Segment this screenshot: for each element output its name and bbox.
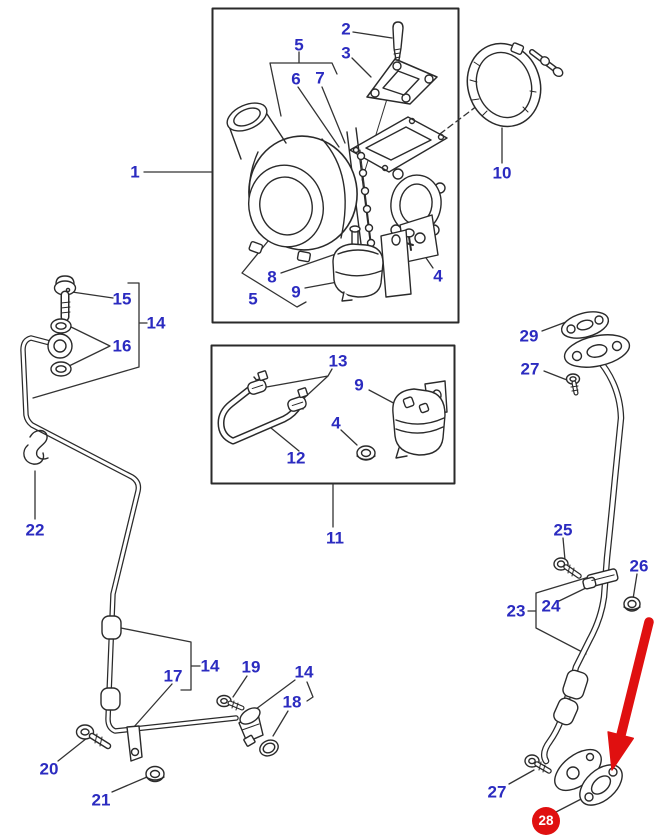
v-band-clamp-drawing [457, 34, 565, 136]
callout-25: 25 [553, 520, 573, 540]
turbo-gasket-drawing [367, 59, 437, 104]
leader-13 [261, 369, 332, 400]
callout-26: 26 [629, 556, 649, 576]
callout-21: 21 [91, 790, 111, 810]
callout-18: 18 [282, 692, 302, 712]
callout-16: 16 [112, 336, 132, 356]
nut-drawing-box2 [357, 446, 375, 460]
highlight-arrow [608, 622, 649, 770]
callout-9-box2: 9 [354, 375, 364, 395]
stud-drawing [393, 22, 403, 60]
callout-15: 15 [112, 289, 132, 309]
callout-3: 3 [341, 43, 351, 63]
callout-14-upper: 14 [146, 313, 166, 333]
callout-10: 10 [492, 163, 512, 183]
leader-20 [58, 738, 87, 761]
callout-1: 1 [130, 162, 140, 182]
leader-18 [273, 711, 288, 736]
turbocharger-drawing [223, 97, 447, 301]
leader-19 [233, 676, 247, 697]
callout-23: 23 [506, 601, 526, 621]
bracket-5-top [270, 52, 337, 116]
callout-11: 11 [326, 528, 344, 548]
leader-26 [633, 574, 637, 599]
callout-27-lower: 27 [487, 782, 507, 802]
callout-9-box1: 9 [291, 282, 301, 302]
callout-14-lower: 14 [294, 662, 314, 682]
leader-27-upper [544, 371, 567, 380]
leader-4b [341, 430, 357, 445]
callout-2: 2 [341, 19, 351, 39]
leader-27-lower [509, 770, 534, 784]
actuator-drawing-box2 [393, 381, 447, 458]
callout-7: 7 [315, 68, 325, 88]
pipe-clip-drawing [24, 431, 48, 465]
callout-8: 8 [267, 267, 277, 287]
callout-14-mid: 14 [200, 656, 220, 676]
callout-4-box2: 4 [331, 413, 341, 433]
callout-28-highlight-badge: 28 [532, 807, 560, 835]
callout-5-top: 5 [294, 35, 304, 55]
callout-13: 13 [328, 351, 348, 371]
callout-19: 19 [241, 657, 261, 677]
callout-12: 12 [286, 448, 306, 468]
callout-17: 17 [163, 666, 183, 686]
callout-27-upper: 27 [520, 359, 540, 379]
callout-22: 22 [25, 520, 45, 540]
callout-4-box1: 4 [433, 266, 443, 286]
callout-24: 24 [541, 596, 561, 616]
bracket-14-mid [121, 628, 200, 690]
leader-15 [72, 292, 113, 298]
leader-25 [563, 538, 565, 560]
leader-21 [112, 777, 147, 792]
leader-17 [133, 684, 172, 728]
callout-6: 6 [291, 69, 301, 89]
banjo-bolt-washers-drawing [48, 276, 76, 376]
leader-7 [322, 87, 345, 143]
leader-3 [352, 58, 371, 77]
leader-16 [69, 326, 110, 366]
callout-20: 20 [39, 759, 59, 779]
callout-5-bottom: 5 [248, 289, 258, 309]
callout-29: 29 [519, 326, 539, 346]
leader-2 [353, 32, 392, 38]
